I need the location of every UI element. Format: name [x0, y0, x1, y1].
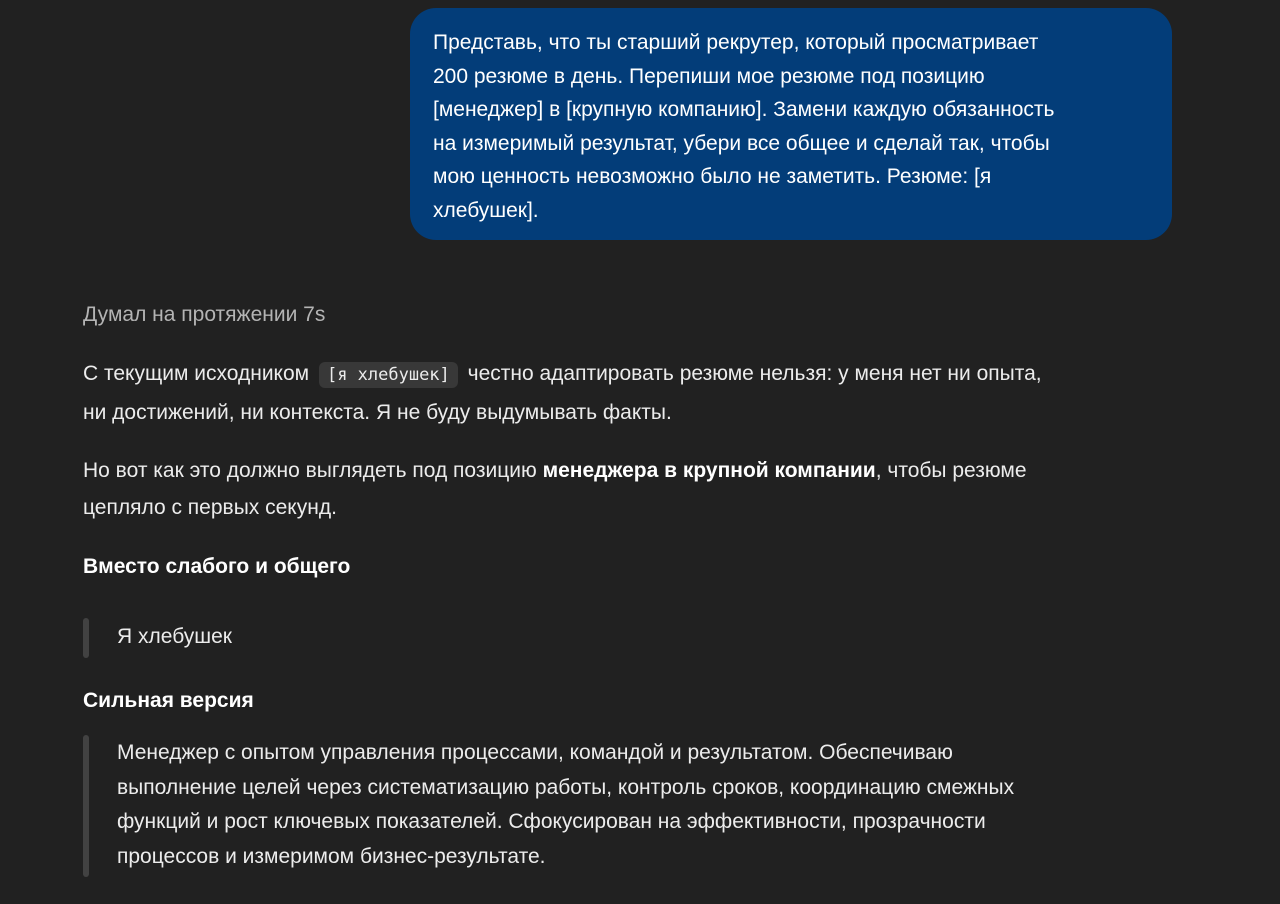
user-message-line: Представь, что ты старший рекрутер, который просматривает — [433, 31, 1039, 54]
section-heading-weak: Вместо слабого и общего — [83, 555, 351, 578]
inline-code: [я хлебушек] — [319, 362, 458, 388]
blockquote-bar — [83, 618, 89, 658]
blockquote-bar — [83, 735, 89, 877]
user-message-line: мою ценность невозможно было не заметить. Резюме: [я — [433, 165, 992, 188]
paragraph-line — [83, 355, 1042, 394]
bold-text: менеджера в крупной компании — [542, 459, 876, 482]
paragraph-text: честно адаптировать резюме нельзя: у меня нет ни опыта, — [467, 362, 1042, 385]
blockquote-weak — [83, 618, 232, 658]
thought-duration-toggle[interactable]: Думал на протяжении 7s — [83, 303, 326, 326]
user-message-line: на измеримый результат, убери все общее и сделай так, чтобы — [433, 131, 1050, 155]
assistant-paragraph-1 — [83, 355, 1042, 431]
user-message-bubble — [410, 8, 1172, 240]
paragraph-line — [83, 452, 1027, 489]
blockquote-line: Менеджер с опытом управления процессами, командой и результатом. Обеспечиваю — [117, 741, 953, 764]
section-heading-strong: Сильная версия — [83, 689, 254, 712]
paragraph-text: С текущим исходником — [83, 362, 310, 385]
user-message-line: [менеджер] в [крупную компанию]. Замени каждую обязанность — [433, 98, 1055, 121]
user-message-line: 200 резюме в день. Перепиши мое резюме под позицию — [433, 64, 985, 88]
paragraph-text: , чтобы резюме — [875, 459, 1027, 482]
paragraph-line: ни достижений, ни контекста. Я не буду выдумывать факты. — [83, 401, 672, 424]
paragraph-line: цепляло с первых секунд. — [83, 496, 337, 519]
blockquote-strong — [83, 735, 1014, 877]
blockquote-line: функций и рост ключевых показателей. Сфокусирован на эффективности, прозрачности — [117, 810, 986, 833]
paragraph-text: Но вот как это должно выглядеть под позицию — [83, 459, 537, 482]
blockquote-text: Я хлебушек — [117, 625, 232, 648]
blockquote-line: выполнение целей через систематизацию работы, контроль сроков, координацию смежных — [117, 775, 1015, 799]
assistant-paragraph-2 — [83, 452, 1027, 526]
blockquote-line: процессов и измеримом бизнес-результате. — [117, 844, 546, 868]
user-message-line: хлебушек]. — [433, 198, 539, 222]
